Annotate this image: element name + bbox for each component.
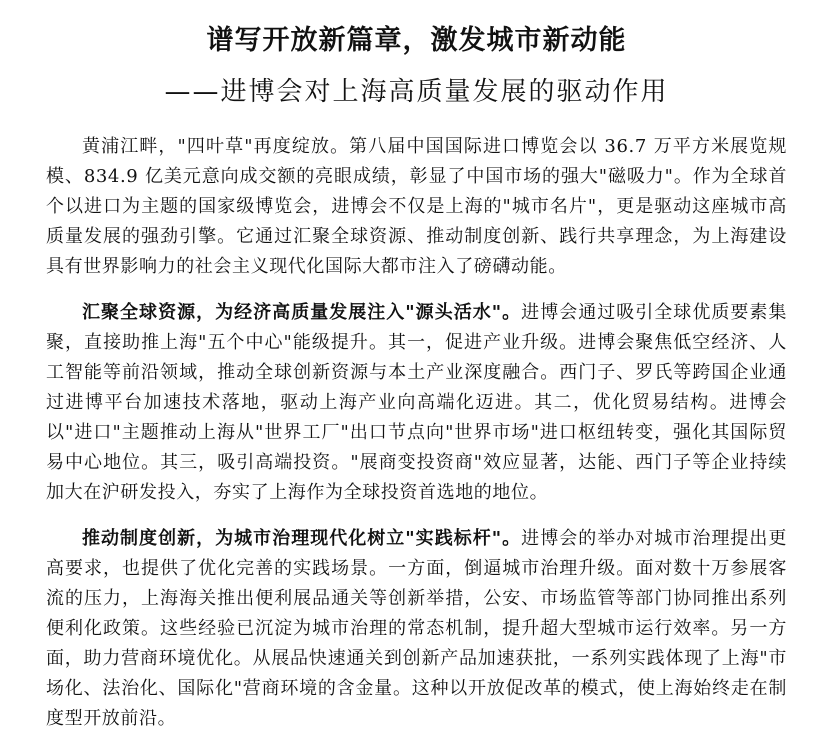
paragraph-text: 进博会通过吸引全球优质要素集聚，直接助推上海"五个中心"能级提升。其一，促进产业升级。进博会聚焦低空经济、人工智能等前沿领域，推动全球创新资源与本土产业深度融合。西门子、罗氏等跨国企业通过进博平台加速技术落地，驱动上海产业向高端化迈进。其二，优化贸易结构。进博会以"进口"主题推动上海从"世界工厂"出口节点向"世界市场"进口枢纽转变，强化其国际贸易中心地位。其三，吸引高端投资。"展商变投资商"效应显著，达能、西门子等企业持续加大在沪研发投入，夯实了上海作为全球投资首选地的地位。	[46, 302, 787, 503]
article-subtitle: ——进博会对上海高质量发展的驱动作用	[164, 77, 669, 107]
article-title: 谱写开放新篇章，激发城市新动能	[206, 25, 627, 56]
paragraph-lead: 汇聚全球资源，为经济高质量发展注入"源头活水"。	[82, 302, 522, 323]
paragraph-text: 黄浦江畔，"四叶草"再度绽放。第八届中国国际进口博览会以 36.7 万平方米展览规模、834.9 亿美元意向成交额的亮眼成绩，彰显了中国市场的强大"磁吸力"。作为全球首个以进口为主题的国家级博览会，进博会不仅是上海的"城市名片"，更是驱动这座城市高质量发展的强劲引擎。它通过汇聚全球资源、推动制度创新、践行共享理念，为上海建设具有世界影响力的社会主义现代化国际大都市注入了磅礴动能。	[46, 136, 787, 277]
paragraph-lead: 推动制度创新，为城市治理现代化树立"实践标杆"。	[82, 528, 522, 549]
paragraph-global-resources	[46, 298, 787, 508]
paragraph-institutional-innovation	[46, 524, 787, 734]
paragraph-intro	[46, 132, 787, 282]
paragraph-text: 进博会的举办对城市治理提出更高要求，也提供了优化完善的实践场景。一方面，倒逼城市治理升级。面对数十万参展客流的压力，上海海关推出便利展品通关等创新举措，公安、市场监管等部门协同推出系列便利化政策。这些经验已沉淀为城市治理的常态机制，提升超大型城市运行效率。另一方面，助力营商环境优化。从展品快速通关到创新产品加速获批，一系列实践体现了上海"市场化、法治化、国际化"营商环境的含金量。这种以开放促改革的模式，使上海始终走在制度型开放前沿。	[46, 528, 787, 729]
